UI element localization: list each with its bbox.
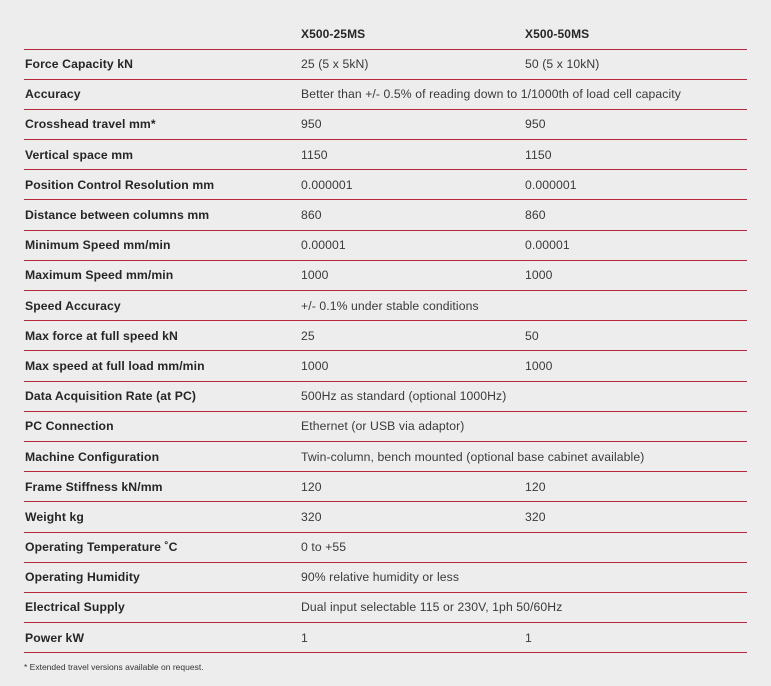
row-value-model-a: 1000 — [301, 268, 329, 283]
row-value-model-b: 120 — [525, 479, 546, 494]
row-value-model-a: 1000 — [301, 358, 329, 373]
table-row — [24, 623, 747, 653]
row-value-shared: Dual input selectable 115 or 230V, 1ph 50/60Hz — [301, 600, 563, 615]
row-label: Machine Configuration — [25, 449, 160, 464]
row-value-model-b: 50 — [525, 328, 539, 343]
row-value-model-a: 120 — [301, 479, 322, 494]
table-row — [24, 110, 747, 140]
row-label: Minimum Speed mm/min — [25, 238, 171, 253]
table-row — [24, 321, 747, 351]
row-value-model-a: 25 (5 x 5kN) — [301, 57, 369, 72]
table-row — [24, 291, 747, 321]
row-label: Max speed at full load mm/min — [25, 358, 205, 373]
table-row — [24, 140, 747, 170]
row-label: Vertical space mm — [25, 147, 134, 162]
table-row — [24, 80, 747, 110]
row-value-model-b: 320 — [525, 509, 546, 524]
spec-table — [24, 20, 747, 653]
row-label: PC Connection — [25, 419, 114, 434]
row-value-shared: Ethernet (or USB via adaptor) — [301, 419, 465, 434]
row-value-model-b: 0.00001 — [525, 238, 570, 253]
row-value-model-a: 1 — [301, 630, 308, 645]
row-value-model-b: 860 — [525, 208, 546, 223]
row-label: Data Acquisition Rate (at PC) — [25, 389, 197, 404]
table-row — [24, 50, 747, 80]
table-row — [24, 533, 747, 563]
row-value-model-b: 50 (5 x 10kN) — [525, 57, 600, 72]
table-header — [24, 20, 747, 50]
row-value-shared: +/- 0.1% under stable conditions — [301, 298, 479, 313]
row-label: Crosshead travel mm* — [25, 117, 156, 132]
header-model-b: X500-50MS — [525, 27, 590, 42]
table-row — [24, 382, 747, 412]
row-value-shared: Twin-column, bench mounted (optional base cabinet available) — [301, 449, 645, 464]
row-label: Weight kg — [25, 509, 84, 524]
row-label: Speed Accuracy — [25, 298, 121, 313]
table-row — [24, 563, 747, 593]
footnote: * Extended travel versions available on request. — [24, 662, 204, 672]
table-row — [24, 261, 747, 291]
row-label: Force Capacity kN — [25, 57, 134, 72]
row-label: Frame Stiffness kN/mm — [25, 479, 163, 494]
row-value-model-a: 320 — [301, 509, 322, 524]
row-label: Accuracy — [25, 87, 81, 102]
table-row — [24, 351, 747, 381]
row-label: Operating Temperature ˚C — [25, 540, 178, 555]
table-row — [24, 593, 747, 623]
row-label: Position Control Resolution mm — [25, 177, 215, 192]
row-value-shared: 0 to +55 — [301, 540, 347, 555]
row-value-model-a: 0.00001 — [301, 238, 346, 253]
row-value-shared: 90% relative humidity or less — [301, 570, 460, 585]
row-value-model-b: 1150 — [525, 147, 552, 162]
row-value-model-b: 0.000001 — [525, 177, 577, 192]
table-row — [24, 412, 747, 442]
row-label: Maximum Speed mm/min — [25, 268, 174, 283]
table-row — [24, 442, 747, 472]
table-row — [24, 502, 747, 532]
row-label: Max force at full speed kN — [25, 328, 178, 343]
row-value-model-b: 1 — [525, 630, 532, 645]
row-value-model-b: 1000 — [525, 268, 553, 283]
row-value-model-a: 860 — [301, 208, 322, 223]
row-value-shared: 500Hz as standard (optional 1000Hz) — [301, 389, 507, 404]
table-row — [24, 170, 747, 200]
row-value-model-b: 1000 — [525, 358, 553, 373]
row-label: Power kW — [25, 630, 85, 645]
row-label: Operating Humidity — [25, 570, 140, 585]
row-label: Distance between columns mm — [25, 208, 210, 223]
row-value-model-a: 950 — [301, 117, 322, 132]
row-value-shared: Better than +/- 0.5% of reading down to 1/1000th of load cell capacity — [301, 87, 681, 102]
table-row — [24, 472, 747, 502]
row-value-model-b: 950 — [525, 117, 546, 132]
row-value-model-a: 25 — [301, 328, 315, 343]
header-model-a: X500-25MS — [301, 27, 366, 42]
row-value-model-a: 0.000001 — [301, 177, 353, 192]
row-value-model-a: 1150 — [301, 147, 328, 162]
table-body — [24, 50, 747, 654]
row-label: Electrical Supply — [25, 600, 125, 615]
table-row — [24, 200, 747, 230]
table-row — [24, 231, 747, 261]
